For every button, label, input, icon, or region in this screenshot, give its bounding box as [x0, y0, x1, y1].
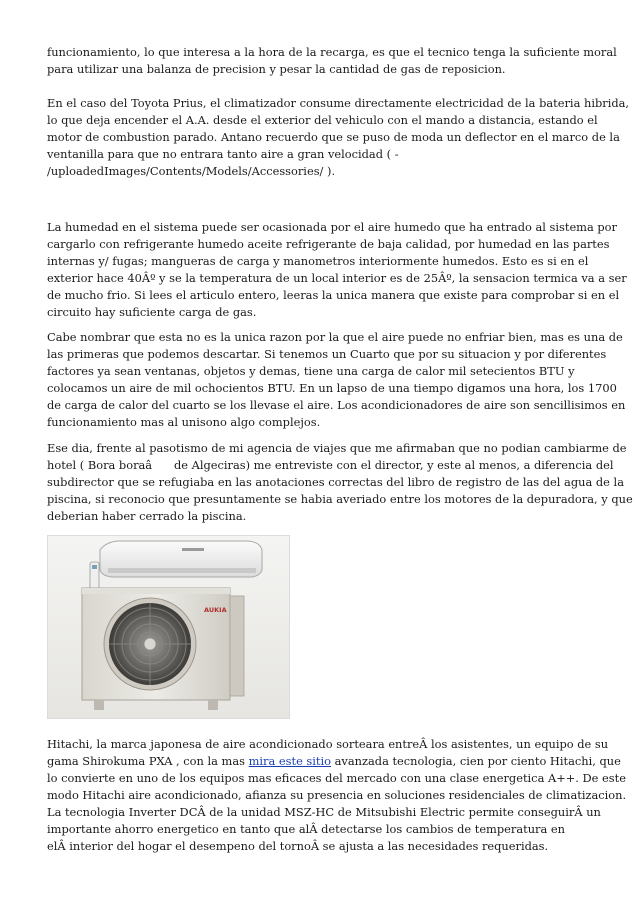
- text-line: ventanilla para que no entrara tanto aire a gran velocidad ( -: [47, 147, 399, 161]
- text-line: /uploadedImages/Contents/Models/Accessories/ ).: [47, 164, 336, 178]
- text-line: importante ahorro energetico en tanto que alÂ detectarse los cambios de temperatura en: [47, 822, 565, 836]
- text-line: funcionamiento, lo que interesa a la hora de la recarga, es que el tecnico tenga la suficiente moral: [47, 45, 617, 59]
- text-line: La humedad en el sistema puede ser ocasionada por el aire humedo que ha entrado al sistema por: [47, 220, 617, 234]
- paragraph-recarga: [47, 44, 617, 78]
- air-conditioner-photo: [47, 535, 290, 719]
- indoor-unit: [100, 541, 262, 577]
- text-line: funcionamiento mas al unisono algo complejos.: [47, 415, 321, 429]
- text-line: para utilizar una balanza de precision y pesar la cantidad de gas de reposicion.: [47, 62, 506, 76]
- paragraph-humedad: [47, 219, 627, 321]
- text-fragment: gama Shirokuma PXA , con la mas: [47, 754, 249, 768]
- paragraph-cabe-nombrar: [47, 329, 626, 431]
- text-line: hotel ( Bora boraâ de Algeciras) me entreviste con el director, y este al menos, a diferencia del: [47, 458, 614, 472]
- paragraph-hitachi: [47, 736, 627, 855]
- mira-este-sitio-link[interactable]: mira este sitio: [248, 754, 332, 768]
- text-line: cargarlo con refrigerante humedo aceite refrigerante de baja calidad, por humedad en las partes: [47, 237, 610, 251]
- text-line: internas y/ fugas; mangueras de carga y manometros interiormente humedos. Esto es si en el: [47, 254, 589, 268]
- text-line: lo que deja encender el A.A. desde el exterior del vehiculo con el mando a distancia, estando el: [47, 113, 598, 127]
- text-line: subdirector que se refugiaba en las anotaciones correctas del libro de registro de las del agua de la: [47, 475, 624, 489]
- text-line: modo Hitachi aire acondicionado, afianza su presencia en soluciones residenciales de climatizacion.: [47, 788, 627, 802]
- text-line: La tecnologia Inverter DCÂ de la unidad MSZ-HC de Mitsubishi Electric permite conseguirÂ un: [47, 805, 601, 819]
- text-line: elÂ interior del hogar el desempeno del tornoÂ se ajusta a las necesidades requeridas.: [47, 839, 549, 853]
- text-line-with-link: [47, 753, 621, 770]
- air-conditioner-illustration: [48, 536, 289, 718]
- text-line: deberian haber cerrado la piscina.: [47, 509, 247, 523]
- text-line: las primeras que podemos descartar. Si tenemos un Cuarto que por su situacion y por diferentes: [47, 347, 607, 361]
- remote-control-icon: [90, 562, 99, 590]
- text-line: de mucho frio. Si lees el articulo entero, leeras la unica manera que existe para comprobar si en el: [47, 288, 620, 302]
- paragraph-toyota-prius: [47, 95, 630, 180]
- text-line: motor de combustion parado. Antano recuerdo que se puso de moda un deflector en el marco de la: [47, 130, 620, 144]
- text-line: exterior hace 40Âº y se la temperatura de un local interior es de 25Âº, la sensacion termica va a ser: [47, 271, 627, 285]
- text-line: de carga de calor del cuarto se los llevase el aire. Los acondicionadores de aire son sencillisimos en: [47, 398, 626, 412]
- text-line: lo convierte en uno de los equipos mas eficaces del mercado con una clase energetica A++. De este: [47, 771, 626, 785]
- text-line: colocamos un aire de mil ochocientos BTU. En un lapso de una tiempo digamos una hora, los 1700: [47, 381, 617, 395]
- text-line: Cabe nombrar que esta no es la unica razon por la que el aire puede no enfriar bien, mas es una de: [47, 330, 623, 344]
- text-fragment: avanzada tecnologia, cien por ciento Hitachi, que: [331, 754, 621, 768]
- text-line: factores ya sean ventanas, objetos y demas, tiene una carga de calor mil setecientos BTU y: [47, 364, 575, 378]
- text-line: Ese dia, frente al pasotismo de mi agencia de viajes que me afirmaban que no podian cambiarme de: [47, 441, 627, 455]
- text-line: circuito hay suficiente carga de gas.: [47, 305, 257, 319]
- brand-logo: AUKIA: [204, 606, 227, 614]
- paragraph-ese-dia: [47, 440, 633, 525]
- text-line: En el caso del Toyota Prius, el climatizador consume directamente electricidad de la bateria hibrida,: [47, 96, 630, 110]
- text-line: piscina, si reconocio que presuntamente se habia averiado entre los motores de la depuradora, y que: [47, 492, 633, 506]
- text-line: Hitachi, la marca japonesa de aire acondicionado sorteara entreÂ los asistentes, un equipo de su: [47, 737, 609, 751]
